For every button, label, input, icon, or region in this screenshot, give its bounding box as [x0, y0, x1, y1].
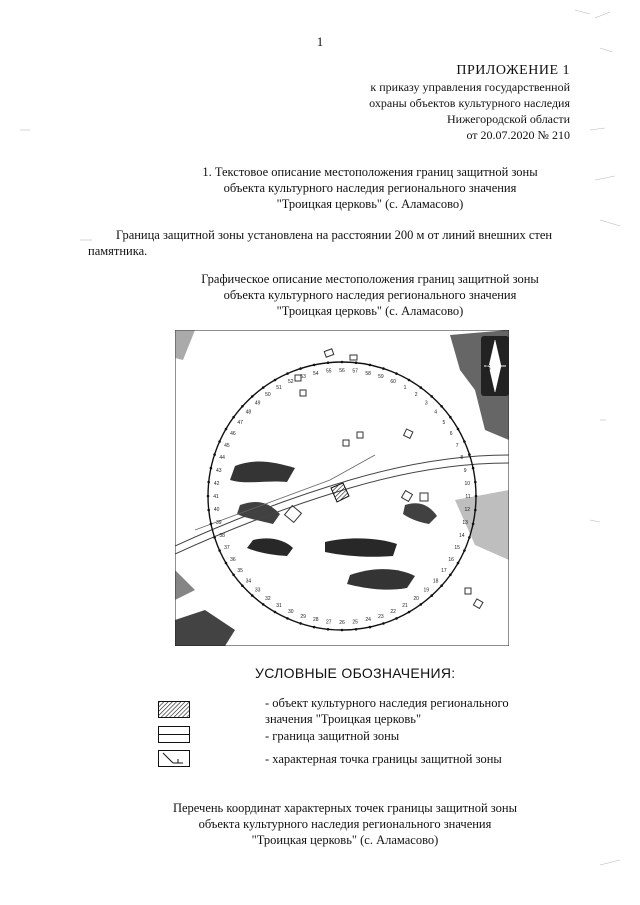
boundary-point-label: 60	[390, 378, 396, 385]
boundary-point-label: 53	[300, 374, 306, 381]
boundary-point	[213, 453, 216, 456]
boundary-point-label: 4	[434, 409, 437, 416]
boundary-point	[472, 467, 475, 470]
appendix-line-4: от 20.07.2020 № 210	[466, 128, 570, 142]
boundary-point-label: 9	[463, 467, 467, 474]
hatch-icon	[159, 702, 189, 717]
boundary-point	[299, 367, 302, 370]
boundary-point	[251, 395, 254, 398]
boundary-point-label: 52	[288, 378, 294, 385]
appendix-title: ПРИЛОЖЕНИЕ 1	[456, 63, 570, 78]
boundary-point-label: 35	[237, 568, 243, 575]
legend-item-boundary: - граница защитной зоны	[265, 729, 400, 743]
boundary-point	[210, 467, 213, 470]
boundary-point-label: 12	[464, 507, 471, 514]
section-1-line-3: "Троицкая церковь" (с. Аламасово)	[276, 197, 464, 211]
boundary-point-label: 44	[219, 455, 225, 462]
boundary-point	[341, 629, 344, 632]
legend-item-point: - характерная точка границы защитной зоны	[265, 752, 502, 766]
boundary-point	[232, 574, 235, 577]
boundary-point	[463, 440, 466, 443]
boundary-point-label: 57	[352, 368, 358, 375]
footer-line-2: объекта культурного наследия регионального значения	[198, 817, 492, 831]
boundary-point-label: 21	[402, 603, 408, 610]
boundary-point-label: 17	[441, 568, 447, 575]
boundary-point	[355, 361, 358, 364]
appendix-line-2: охраны объектов культурного наследия	[369, 96, 570, 110]
boundary-point	[225, 562, 228, 565]
boundary-point	[299, 622, 302, 625]
boundary-point-label: 24	[365, 617, 371, 624]
boundary-point	[420, 386, 423, 389]
map-svg	[175, 330, 509, 646]
boundary-point-label: 10	[464, 480, 471, 487]
boundary-point-label: 34	[245, 578, 252, 585]
section-2-line-2: объекта культурного наследия регионального значения	[223, 288, 517, 302]
boundary-point	[274, 379, 277, 382]
boundary-point	[232, 416, 235, 419]
boundary-point	[355, 628, 358, 631]
boundary-point	[313, 626, 316, 629]
boundary-point	[274, 611, 277, 614]
boundary-point	[457, 562, 460, 565]
boundary-point	[341, 361, 344, 364]
section-2-line-3: "Троицкая церковь" (с. Аламасово)	[276, 304, 464, 318]
section-1-line-1: 1. Текстовое описание местоположения границ защитной зоны	[202, 165, 538, 179]
boundary-point	[369, 364, 372, 367]
protection-zone-map	[175, 330, 509, 646]
boundary-point	[449, 574, 452, 577]
boundary-point-label: 28	[313, 617, 319, 624]
boundary-point	[241, 584, 244, 587]
legend-symbol-boundary	[158, 726, 190, 743]
boundary-point	[218, 440, 221, 443]
section-1-line-2: объекта культурного наследия регионального значения	[223, 181, 517, 195]
boundary-point	[430, 395, 433, 398]
boundary-point	[395, 617, 398, 620]
boundary-point	[474, 509, 477, 512]
boundary-point-label: 31	[276, 603, 282, 610]
page-number: 1	[316, 34, 324, 49]
boundary-point-label: 36	[230, 557, 236, 563]
paragraph-line-2: памятника.	[88, 244, 148, 258]
boundary-point	[468, 536, 471, 539]
boundary-point-label: 54	[313, 370, 319, 377]
boundary-point	[262, 386, 265, 389]
boundary-point	[472, 523, 475, 526]
boundary-line-icon	[159, 727, 189, 742]
boundary-point-label: 27	[326, 619, 332, 626]
coordinates-list-heading	[0, 800, 640, 848]
boundary-point	[408, 379, 411, 382]
legend-symbol-point	[158, 750, 190, 767]
boundary-point	[430, 594, 433, 597]
compass-label: S	[486, 365, 491, 372]
boundary-point-label: 58	[365, 370, 371, 377]
boundary-point	[395, 372, 398, 375]
footer-line-1: Перечень координат характерных точек границы защитной зоны	[172, 801, 518, 815]
boundary-point-label: 38	[219, 532, 225, 539]
boundary-point-label: 40	[213, 507, 220, 514]
boundary-point	[210, 523, 213, 526]
boundary-point	[262, 603, 265, 606]
boundary-point	[327, 628, 330, 631]
boundary-point	[457, 428, 460, 431]
boundary-point-label: 18	[432, 578, 439, 585]
zone-description-paragraph	[88, 227, 598, 259]
boundary-point	[313, 364, 316, 367]
boundary-point	[369, 626, 372, 629]
boundary-point-label: 16	[448, 557, 454, 563]
boundary-point-label: 8	[460, 455, 464, 462]
boundary-point-label: 56	[339, 368, 345, 374]
boundary-point-label: 48	[245, 409, 252, 416]
appendix-line-1: к приказу управления государственной	[370, 80, 570, 94]
boundary-point-label: 45	[224, 442, 230, 449]
boundary-point-icon	[159, 751, 189, 766]
boundary-point-label: 6	[449, 431, 453, 437]
boundary-point-label: 22	[390, 609, 396, 616]
boundary-point	[207, 495, 210, 498]
boundary-point	[475, 495, 478, 498]
boundary-point	[225, 428, 228, 431]
appendix-line-3: Нижегородской области	[446, 112, 570, 126]
boundary-point-label: 11	[465, 494, 471, 500]
boundary-point	[474, 481, 477, 484]
boundary-point	[382, 622, 385, 625]
boundary-point	[449, 416, 452, 419]
boundary-point	[241, 405, 244, 408]
boundary-point	[440, 405, 443, 408]
boundary-point	[440, 584, 443, 587]
boundary-point-label: 1	[403, 384, 407, 391]
boundary-point-label: 37	[224, 545, 230, 552]
section-1-heading	[0, 164, 640, 212]
boundary-point-label: 55	[326, 368, 332, 375]
boundary-point	[213, 536, 216, 539]
boundary-point	[468, 453, 471, 456]
boundary-point-label: 25	[352, 619, 358, 626]
boundary-point-label: 26	[339, 620, 345, 626]
boundary-point-label: 51	[276, 384, 282, 391]
paragraph-line-1: Граница защитной зоны установлена на расстоянии 200 м от линий внешних стен	[116, 228, 553, 242]
boundary-point	[420, 603, 423, 606]
boundary-point-label: 50	[265, 392, 271, 399]
boundary-point	[382, 367, 385, 370]
legend-item-heritage	[265, 695, 509, 727]
appendix-header	[330, 63, 570, 143]
compass	[481, 336, 509, 396]
section-2-line-1: Графическое описание местоположения границ защитной зоны	[201, 272, 539, 286]
boundary-point	[286, 617, 289, 620]
boundary-point-label: 14	[459, 532, 465, 539]
boundary-point-label: 59	[378, 374, 384, 381]
legend-item-heritage-line-1: - объект культурного наследия регионального	[265, 696, 509, 710]
boundary-point-label: 20	[413, 595, 419, 602]
boundary-point-label: 2	[414, 392, 418, 399]
legend-title: УСЛОВНЫЕ ОБОЗНАЧЕНИЯ:	[255, 665, 456, 681]
boundary-point	[408, 611, 411, 614]
boundary-point-label: 47	[237, 419, 243, 426]
boundary-point-label: 41	[213, 494, 219, 500]
boundary-point-label: 7	[455, 442, 459, 449]
boundary-point-label: 49	[254, 400, 261, 407]
boundary-point-label: 3	[424, 400, 428, 407]
boundary-point-label: 30	[288, 609, 294, 616]
boundary-point-label: 32	[265, 595, 271, 602]
boundary-point	[286, 372, 289, 375]
boundary-point	[218, 549, 221, 552]
boundary-point-label: 39	[216, 520, 222, 527]
boundary-point-label: 42	[213, 480, 220, 487]
legend-symbol-heritage	[158, 701, 190, 718]
boundary-point-label: 33	[254, 587, 261, 594]
boundary-point-label: 23	[378, 613, 384, 620]
boundary-point	[207, 509, 210, 512]
boundary-point	[207, 481, 210, 484]
boundary-point-label: 15	[454, 545, 460, 552]
boundary-point	[251, 594, 254, 597]
boundary-point-label: 13	[462, 520, 468, 527]
boundary-point	[463, 549, 466, 552]
boundary-point-label: 46	[230, 431, 236, 437]
boundary-point	[327, 361, 330, 364]
boundary-point-label: 29	[300, 613, 306, 620]
footer-line-3: "Троицкая церковь" (с. Аламасово)	[251, 833, 439, 847]
section-2-heading	[0, 271, 640, 319]
boundary-point-label: 43	[216, 467, 222, 474]
legend-item-heritage-line-2: значения "Троицкая церковь"	[265, 712, 422, 726]
boundary-point-label: 19	[423, 587, 430, 594]
boundary-point-label: 5	[442, 419, 446, 426]
